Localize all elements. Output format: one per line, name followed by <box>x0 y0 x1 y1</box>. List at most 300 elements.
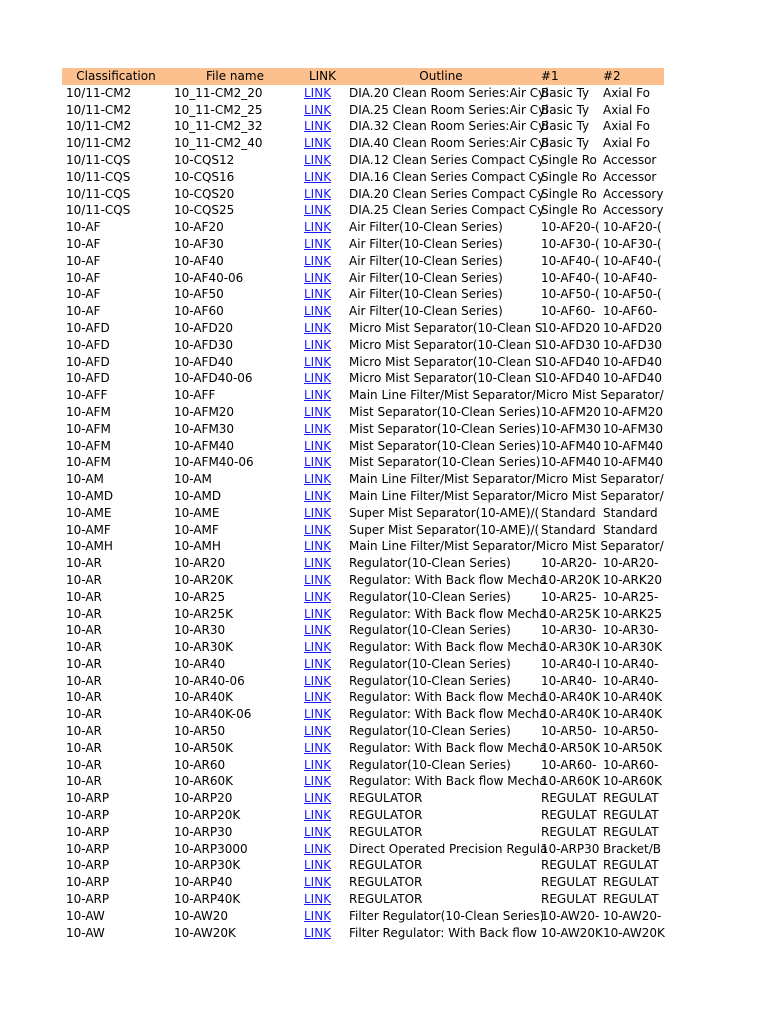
link-cell <box>300 370 345 387</box>
link-cell <box>300 303 345 320</box>
link-anchor[interactable]: LINK <box>304 522 332 537</box>
col-2-cell: 10-AF20-( <box>603 220 662 235</box>
classification-cell: 10-AR <box>66 556 102 571</box>
col-2-cell: Axial Fo <box>603 136 650 151</box>
classification-cell: 10-ARP <box>66 824 110 839</box>
table-row <box>62 689 664 706</box>
file-name-cell: 10-AFD40 <box>174 354 233 369</box>
link-anchor[interactable]: LINK <box>304 152 332 167</box>
table-row <box>62 118 664 135</box>
table-row <box>62 236 664 253</box>
col-1-cell: 10-AR20- <box>541 556 597 571</box>
link-cell <box>300 824 345 841</box>
outline-cell: REGULATOR <box>349 824 423 839</box>
col-1-cell: 10-AR60- <box>541 757 597 772</box>
file-name-cell: 10-AR30K <box>174 640 234 655</box>
link-cell <box>300 589 345 606</box>
classification-cell: 10-AF <box>66 253 101 268</box>
file-name-cell: 10-AF40 <box>174 253 224 268</box>
file-name-cell: 10-AR40K <box>174 690 234 705</box>
col-2-cell: REGULAT <box>603 808 659 823</box>
outline-cell: Filter Regulator(10-Clean Series) <box>349 908 545 923</box>
classification-cell: 10-AW <box>66 925 105 940</box>
classification-cell: 10/11-CM2 <box>66 85 132 100</box>
link-anchor[interactable]: LINK <box>304 203 332 218</box>
link-anchor[interactable]: LINK <box>304 102 332 117</box>
link-anchor[interactable]: LINK <box>304 505 332 520</box>
file-name-cell: 10_11-CM2_40 <box>174 136 263 151</box>
col-1-cell: Single Ro <box>541 186 597 201</box>
table-row <box>62 85 664 102</box>
table-row <box>62 186 664 203</box>
col-1-cell: 10-AFD40 <box>541 354 600 369</box>
link-anchor[interactable]: LINK <box>304 740 332 755</box>
outline-cell: DIA.32 Clean Room Series:Air Cyl <box>349 119 549 134</box>
table-row <box>62 337 664 354</box>
table-row <box>62 790 664 807</box>
link-cell <box>300 404 345 421</box>
col-1-cell: REGULAT <box>541 824 597 839</box>
link-cell <box>300 689 345 706</box>
outline-cell: DIA.25 Clean Series Compact Cy <box>349 203 545 218</box>
link-cell <box>300 773 345 790</box>
link-anchor[interactable]: LINK <box>304 808 332 823</box>
col-2-cell: 10-AR30K <box>603 640 663 655</box>
link-anchor[interactable]: LINK <box>304 287 332 302</box>
col-2-cell: 10-AR40- <box>603 673 659 688</box>
table-row <box>62 723 664 740</box>
classification-cell: 10-AR <box>66 656 102 671</box>
outline-cell: Regulator(10-Clean Series) <box>349 673 511 688</box>
classification-cell: 10-AFM <box>66 421 111 436</box>
col-2-cell: 10-AFM20 <box>603 404 664 419</box>
link-anchor[interactable]: LINK <box>304 707 332 722</box>
col-1-cell: REGULAT <box>541 892 597 907</box>
table-row <box>62 471 664 488</box>
link-cell <box>300 841 345 858</box>
outline-cell: Regulator: With Back flow Mecha <box>349 707 547 722</box>
table-body <box>62 85 664 942</box>
outline-cell: Main Line Filter/Mist Separator/Micro Mist Separator/ <box>349 388 664 403</box>
link-anchor[interactable]: LINK <box>304 253 332 268</box>
link-cell <box>300 857 345 874</box>
link-cell <box>300 186 345 203</box>
classification-cell: 10-ARP <box>66 791 110 806</box>
file-name-cell: 10-AFD20 <box>174 320 233 335</box>
file-name-cell: 10-AF50 <box>174 287 224 302</box>
outline-cell: REGULATOR <box>349 808 423 823</box>
classification-cell: 10-AMD <box>66 488 114 503</box>
classification-cell: 10-AFF <box>66 388 108 403</box>
link-anchor[interactable]: LINK <box>304 690 332 705</box>
table-row <box>62 606 664 623</box>
col-2-cell: 10-AR40K <box>603 707 663 722</box>
file-name-cell: 10-AR30 <box>174 623 226 638</box>
outline-cell: REGULATOR <box>349 858 423 873</box>
outline-cell: Regulator: With Back flow Mecha <box>349 740 547 755</box>
table-row <box>62 102 664 119</box>
classification-cell: 10-AR <box>66 724 102 739</box>
col-1-cell: 10-AW20- <box>541 908 600 923</box>
file-name-cell: 10-AR60 <box>174 757 226 772</box>
outline-cell: Main Line Filter/Mist Separator/Micro Mist Separator/ <box>349 472 664 487</box>
header-link: LINK <box>300 68 345 85</box>
col-1-cell: REGULAT <box>541 875 597 890</box>
link-anchor[interactable]: LINK <box>304 841 332 856</box>
outline-cell: DIA.20 Clean Series Compact Cy <box>349 186 545 201</box>
col-1-cell: 10-AR25K <box>541 606 601 621</box>
table-row <box>62 706 664 723</box>
file-name-cell: 10-AR25K <box>174 606 234 621</box>
col-2-cell: Bracket/B <box>603 841 662 856</box>
file-name-cell: 10-AMF <box>174 522 219 537</box>
classification-cell: 10-ARP <box>66 808 110 823</box>
col-1-cell: Basic Ty <box>541 119 590 134</box>
col-2-cell: Accessory <box>603 203 664 218</box>
table-row <box>62 253 664 270</box>
table-row <box>62 286 664 303</box>
file-name-cell: 10-AFF <box>174 388 216 403</box>
link-cell <box>300 337 345 354</box>
link-cell <box>300 723 345 740</box>
table-row <box>62 303 664 320</box>
link-cell <box>300 639 345 656</box>
link-anchor[interactable]: LINK <box>304 488 332 503</box>
classification-cell: 10/11-CQS <box>66 152 131 167</box>
outline-cell: Regulator(10-Clean Series) <box>349 623 511 638</box>
file-name-cell: 10-AFM40 <box>174 438 235 453</box>
file-name-cell: 10-AR20K <box>174 572 234 587</box>
file-name-cell: 10-ARP20 <box>174 791 233 806</box>
file-name-cell: 10_11-CM2_25 <box>174 102 263 117</box>
classification-cell: 10-AF <box>66 270 101 285</box>
outline-cell: Mist Separator(10-Clean Series) <box>349 421 541 436</box>
table-row <box>62 438 664 455</box>
col-2-cell: 10-AR40- <box>603 656 659 671</box>
link-cell <box>300 320 345 337</box>
file-name-cell: 10-AR50K <box>174 740 234 755</box>
link-cell <box>300 790 345 807</box>
outline-cell: Air Filter(10-Clean Series) <box>349 236 503 251</box>
col-1-cell: Standard <box>541 505 596 520</box>
classification-cell: 10-AW <box>66 908 105 923</box>
col-1-cell: Basic Ty <box>541 85 590 100</box>
classification-cell: 10-AR <box>66 757 102 772</box>
link-cell <box>300 488 345 505</box>
file-name-cell: 10-CQS20 <box>174 186 235 201</box>
outline-cell: Regulator(10-Clean Series) <box>349 724 511 739</box>
table-row <box>62 857 664 874</box>
outline-cell: Regulator: With Back flow Mecha <box>349 606 547 621</box>
link-anchor[interactable]: LINK <box>304 656 332 671</box>
link-anchor[interactable]: LINK <box>304 438 332 453</box>
classification-cell: 10-AR <box>66 707 102 722</box>
link-anchor[interactable]: LINK <box>304 404 332 419</box>
col-1-cell: 10-AFD30 <box>541 337 600 352</box>
file-name-cell: 10-AW20K <box>174 925 236 940</box>
classification-cell: 10-AFD <box>66 320 110 335</box>
file-name-cell: 10-AFM30 <box>174 421 235 436</box>
link-anchor[interactable]: LINK <box>304 757 332 772</box>
link-anchor[interactable]: LINK <box>304 270 332 285</box>
col-1-cell: 10-AF40-( <box>541 270 600 285</box>
col-1-cell: 10-AFD20 <box>541 320 600 335</box>
col-1-cell: 10-ARP30 <box>541 841 600 856</box>
classification-cell: 10-AMH <box>66 539 113 554</box>
col-2-cell: 10-AW20- <box>603 908 662 923</box>
table-row <box>62 925 664 942</box>
table-row <box>62 874 664 891</box>
outline-cell: Main Line Filter/Mist Separator/Micro Mist Separator/ <box>349 488 664 503</box>
link-anchor[interactable]: LINK <box>304 824 332 839</box>
classification-cell: 10-ARP <box>66 841 110 856</box>
col-1-cell: 10-AR30K <box>541 640 601 655</box>
link-cell <box>300 219 345 236</box>
outline-cell: Air Filter(10-Clean Series) <box>349 304 503 319</box>
table-row <box>62 538 664 555</box>
classification-cell: 10-AM <box>66 472 104 487</box>
link-cell <box>300 925 345 942</box>
link-anchor[interactable]: LINK <box>304 236 332 251</box>
table-row <box>62 454 664 471</box>
outline-cell: Regulator(10-Clean Series) <box>349 556 511 571</box>
link-anchor[interactable]: LINK <box>304 892 332 907</box>
link-anchor[interactable]: LINK <box>304 371 332 386</box>
link-anchor[interactable]: LINK <box>304 925 332 940</box>
col-1-cell: 10-AR50K <box>541 740 601 755</box>
outline-cell: DIA.16 Clean Series Compact Cy <box>349 169 545 184</box>
table-row <box>62 908 664 925</box>
classification-cell: 10-AMF <box>66 522 111 537</box>
link-cell <box>300 505 345 522</box>
table-row <box>62 505 664 522</box>
table-row <box>62 320 664 337</box>
link-anchor[interactable]: LINK <box>304 791 332 806</box>
outline-cell: Air Filter(10-Clean Series) <box>349 253 503 268</box>
table-row <box>62 740 664 757</box>
link-anchor[interactable]: LINK <box>304 388 332 403</box>
link-anchor[interactable]: LINK <box>304 455 332 470</box>
col-1-cell: 10-AF20-( <box>541 220 600 235</box>
header-row <box>62 68 664 85</box>
link-cell <box>300 85 345 102</box>
link-anchor[interactable]: LINK <box>304 589 332 604</box>
col-1-cell: 10-AFM40 <box>541 438 602 453</box>
file-name-cell: 10-AFD30 <box>174 337 233 352</box>
outline-cell: Mist Separator(10-Clean Series) <box>349 404 541 419</box>
file-name-cell: 10-AR60K <box>174 774 234 789</box>
outline-cell: Direct Operated Precision Regula <box>349 841 548 856</box>
table-row <box>62 572 664 589</box>
classification-cell: 10-AFD <box>66 371 110 386</box>
link-anchor[interactable]: LINK <box>304 320 332 335</box>
classification-cell: 10-AR <box>66 572 102 587</box>
classification-cell: 10/11-CM2 <box>66 136 132 151</box>
table-row <box>62 354 664 371</box>
file-name-cell: 10_11-CM2_20 <box>174 85 263 100</box>
col-2-cell: Axial Fo <box>603 119 650 134</box>
link-cell <box>300 622 345 639</box>
classification-cell: 10/11-CM2 <box>66 119 132 134</box>
col-1-cell: Basic Ty <box>541 102 590 117</box>
outline-cell: DIA.40 Clean Room Series:Air Cyl <box>349 136 549 151</box>
file-name-cell: 10-AM <box>174 472 212 487</box>
file-name-cell: 10-ARP30K <box>174 858 241 873</box>
col-1-cell: 10-AR40- <box>541 673 597 688</box>
col-1-cell: Single Ro <box>541 169 597 184</box>
outline-cell: DIA.25 Clean Room Series:Air Cyl <box>349 102 549 117</box>
col-1-cell: 10-AR40K <box>541 707 601 722</box>
classification-cell: 10-AR <box>66 690 102 705</box>
link-cell <box>300 421 345 438</box>
table-row <box>62 219 664 236</box>
classification-cell: 10-AR <box>66 606 102 621</box>
link-anchor[interactable]: LINK <box>304 337 332 352</box>
col-2-cell: 10-AR20- <box>603 556 659 571</box>
col-2-cell: Standard <box>603 522 658 537</box>
file-name-cell: 10-ARP40 <box>174 875 233 890</box>
link-cell <box>300 253 345 270</box>
link-anchor[interactable]: LINK <box>304 606 332 621</box>
col-2-cell: 10-AFD40 <box>603 354 662 369</box>
link-anchor[interactable]: LINK <box>304 169 332 184</box>
col-1-cell: Single Ro <box>541 152 597 167</box>
col-1-cell: 10-AF60- <box>541 304 596 319</box>
link-cell <box>300 706 345 723</box>
outline-cell: Micro Mist Separator(10-Clean S <box>349 371 543 386</box>
link-anchor[interactable]: LINK <box>304 774 332 789</box>
file-name-cell: 10-AR20 <box>174 556 226 571</box>
file-name-cell: 10-AR40K-06 <box>174 707 252 722</box>
link-anchor[interactable]: LINK <box>304 908 332 923</box>
file-name-cell: 10-CQS16 <box>174 169 235 184</box>
classification-cell: 10-ARP <box>66 858 110 873</box>
col-1-cell: 10-AFM30 <box>541 421 602 436</box>
link-cell <box>300 656 345 673</box>
col-1-cell: 10-AFM40 <box>541 455 602 470</box>
table-row <box>62 891 664 908</box>
link-anchor[interactable]: LINK <box>304 354 332 369</box>
classification-cell: 10-AF <box>66 220 101 235</box>
link-anchor[interactable]: LINK <box>304 724 332 739</box>
file-name-cell: 10-AMH <box>174 539 221 554</box>
outline-cell: Regulator: With Back flow Mecha <box>349 774 547 789</box>
header-outline: Outline <box>345 68 537 85</box>
file-name-cell: 10-AF30 <box>174 236 224 251</box>
col-2-cell: 10-AR60- <box>603 757 659 772</box>
header-col-2: #2 <box>599 68 664 85</box>
link-cell <box>300 387 345 404</box>
file-name-cell: 10-ARP3000 <box>174 841 248 856</box>
link-anchor[interactable]: LINK <box>304 875 332 890</box>
col-1-cell: 10-AR20K <box>541 572 601 587</box>
classification-cell: 10-AR <box>66 623 102 638</box>
link-anchor[interactable]: LINK <box>304 640 332 655</box>
table-row <box>62 757 664 774</box>
outline-cell: REGULATOR <box>349 791 423 806</box>
col-1-cell: REGULAT <box>541 858 597 873</box>
table-row <box>62 135 664 152</box>
link-anchor[interactable]: LINK <box>304 421 332 436</box>
col-1-cell: 10-AR30- <box>541 623 597 638</box>
col-2-cell: 10-AR60K <box>603 774 663 789</box>
col-2-cell: 10-AF50-( <box>603 287 662 302</box>
outline-cell: Micro Mist Separator(10-Clean S <box>349 320 543 335</box>
col-2-cell: 10-AR40K <box>603 690 663 705</box>
col-1-cell: 10-AR40-I <box>541 656 601 671</box>
outline-cell: Regulator: With Back flow Mecha <box>349 690 547 705</box>
file-name-cell: 10-AR25 <box>174 589 226 604</box>
classification-cell: 10-AR <box>66 589 102 604</box>
outline-cell: Mist Separator(10-Clean Series) <box>349 438 541 453</box>
link-anchor[interactable]: LINK <box>304 85 332 100</box>
col-2-cell: Accessor <box>603 169 657 184</box>
file-name-cell: 10-AME <box>174 505 220 520</box>
outline-cell: Micro Mist Separator(10-Clean S <box>349 354 543 369</box>
outline-cell: Regulator: With Back flow Mecha <box>349 572 547 587</box>
link-cell <box>300 538 345 555</box>
file-name-cell: 10-AF60 <box>174 304 224 319</box>
link-anchor[interactable]: LINK <box>304 556 332 571</box>
outline-cell: Regulator: With Back flow Mecha <box>349 640 547 655</box>
col-2-cell: REGULAT <box>603 892 659 907</box>
link-anchor[interactable]: LINK <box>304 673 332 688</box>
table-row <box>62 270 664 287</box>
table-row <box>62 202 664 219</box>
outline-cell: REGULATOR <box>349 875 423 890</box>
col-2-cell: 10-ARK20 <box>603 572 663 587</box>
link-cell <box>300 522 345 539</box>
link-anchor[interactable]: LINK <box>304 623 332 638</box>
link-cell <box>300 118 345 135</box>
link-anchor[interactable]: LINK <box>304 472 332 487</box>
link-cell <box>300 606 345 623</box>
col-2-cell: 10-AFM40 <box>603 438 664 453</box>
table-row <box>62 169 664 186</box>
classification-cell: 10-AR <box>66 673 102 688</box>
link-anchor[interactable]: LINK <box>304 858 332 873</box>
classification-cell: 10-AF <box>66 287 101 302</box>
col-1-cell: Standard <box>541 522 596 537</box>
link-cell <box>300 169 345 186</box>
table-row <box>62 488 664 505</box>
link-cell <box>300 673 345 690</box>
link-anchor[interactable]: LINK <box>304 539 332 554</box>
link-cell <box>300 555 345 572</box>
table-row <box>62 404 664 421</box>
file-name-cell: 10-AFM40-06 <box>174 455 254 470</box>
link-anchor[interactable]: LINK <box>304 304 332 319</box>
classification-cell: 10/11-CQS <box>66 203 131 218</box>
link-anchor[interactable]: LINK <box>304 119 332 134</box>
link-anchor[interactable]: LINK <box>304 136 332 151</box>
link-anchor[interactable]: LINK <box>304 572 332 587</box>
table-row <box>62 522 664 539</box>
col-2-cell: REGULAT <box>603 875 659 890</box>
col-2-cell: Accessory <box>603 186 664 201</box>
outline-cell: REGULATOR <box>349 892 423 907</box>
link-anchor[interactable]: LINK <box>304 220 332 235</box>
col-2-cell: 10-AFM40 <box>603 455 664 470</box>
link-anchor[interactable]: LINK <box>304 186 332 201</box>
classification-cell: 10-AFM <box>66 404 111 419</box>
link-cell <box>300 471 345 488</box>
table-row <box>62 656 664 673</box>
outline-cell: Micro Mist Separator(10-Clean S <box>349 337 543 352</box>
link-cell <box>300 135 345 152</box>
col-2-cell: REGULAT <box>603 824 659 839</box>
col-1-cell: 10-AR25- <box>541 589 597 604</box>
